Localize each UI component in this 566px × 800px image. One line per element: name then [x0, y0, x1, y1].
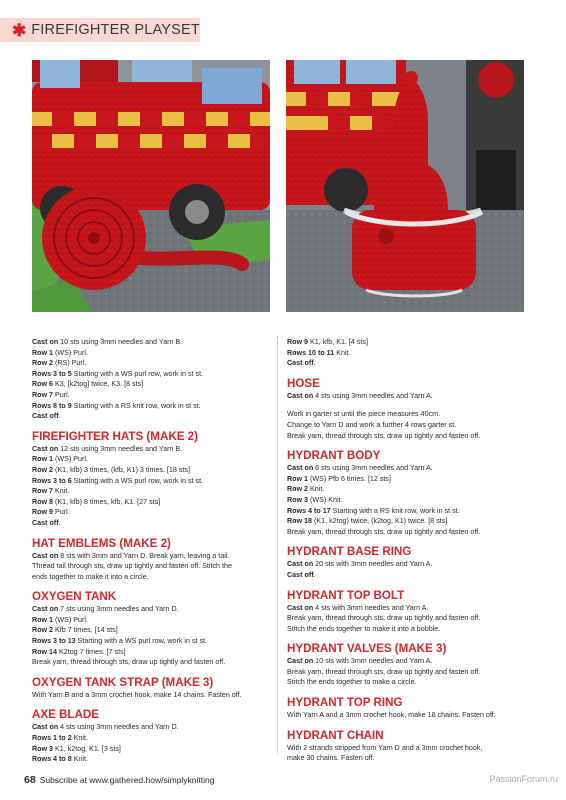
page-number: 68 [24, 774, 36, 786]
right-column [287, 337, 519, 764]
watermark: PassionForum.ru [489, 774, 558, 784]
section-heading-chain: HYDRANT CHAIN [287, 728, 384, 742]
valves-block: Cast on 10 sts with 3mm needles and Yarn A. Break yarn, thread through sts, draw up tightly and fasten off. Stitch the ends together to make a circle. [287, 657, 481, 687]
section-heading-valves: HYDRANT VALVES (MAKE 3) [287, 642, 447, 656]
page-header [0, 18, 200, 42]
hose-block: Cast on 4 sts using 3mm needles and Yarn A. Work in garter st until the piece measures 40cm. Change to Yarn D and work a further 4 rows garter st. Break yarn, thread through sts, draw up tightly and fasten off. [287, 391, 481, 440]
axe-blade-block: Cast on 4 sts using 3mm needles and Yarn D. Rows 1 to 2 Knit. Row 3 K1, k2tog, K1. [3 sts] Rows 4 to 8 Knit. [32, 723, 179, 764]
fire-hydrant-photo [286, 60, 524, 312]
oxygen-tank-block: Cast on 7 sts using 3mm needles and Yarn D. Row 1 (WS) Purl. Row 2 Kfb 7 times. [14 sts] Rows 3 to 13 Starting with a WS purl row, work in st st. Row 14 K2tog 7 times. [7 sts] Break yarn, thread through sts, draw up tightly and fasten off. [32, 605, 226, 667]
base-ring-block: Cast on 20 sts with 3mm needles and Yarn A. Cast off. [287, 560, 433, 579]
section-heading-top-bolt: HYDRANT TOP BOLT [287, 588, 405, 602]
section-heading-hydrant-body: HYDRANT BODY [287, 449, 381, 463]
emblems-block: Cast on 8 sts with 3mm and Yarn D. Break yarn, leaving a tail. Thread tail through sts, draw up tightly and fasten off. Stitch the ends together to make it into a circle. [32, 551, 232, 581]
section-heading-base-ring: HYDRANT BASE RING [287, 545, 412, 559]
section-heading-hose: HOSE [287, 376, 320, 390]
top-bolt-block: Cast on 4 sts with 3mm needles and Yarn A. Break yarn, thread through sts, draw up tightly and fasten off. Stitch the ends together to make it into a bobble. [287, 603, 481, 633]
column-divider [277, 336, 278, 754]
section-heading-hats: FIREFIGHTER HATS (MAKE 2) [32, 429, 198, 443]
top-ring-block: With Yarn A and a 3mm crochet hook, make 18 chains. Fasten off. [287, 711, 496, 720]
page-title: FIREFIGHTER PLAYSET [31, 22, 200, 38]
section-heading-top-ring: HYDRANT TOP RING [287, 696, 403, 710]
asterisk-icon: ✱ [12, 20, 27, 40]
page-footer [24, 774, 215, 786]
intro-block: Cast on 10 sts using 3mm needles and Yarn B. Row 1 (WS) Purl. Row 2 (RS) Purl. Rows 3 to 5 Starting with a WS purl row, work in st st. Row 6 K3, [k2tog] twice, K3. [8 sts] Row 7 Purl. Rows 8 to 9 Starting with a RS knit row, work in st st. Cast off. [32, 338, 204, 421]
chain-block: With 2 strands stripped from Yarn D and a 3mm crochet hook, make 30 chains. Fasten off. [287, 743, 483, 763]
hydrant-body-block: Cast on 6 sts using 3mm needles and Yarn A. Row 1 (WS) Pfb 6 times. [12 sts] Row 2 Knit. Row 3 (WS) Knit. Rows 4 to 17 Starting with a RS knit row, work in st st. Row 18 (K1, k2tog) twice, (k2tog, K1) twice. [8 sts] Break yarn, thread through sts, draw up tightly and fasten off. [287, 464, 481, 536]
strap-block: With Yarn B and a 3mm crochet hook, make 14 chains. Fasten off. [32, 690, 242, 699]
fire-truck-hose-photo [32, 60, 270, 312]
section-heading-emblems: HAT EMBLEMS (MAKE 2) [32, 536, 171, 550]
subscribe-link[interactable]: Subscribe at www.gathered.how/simplyknitting [39, 775, 215, 785]
hats-block: Cast on 12 sts using 3mm needles and Yarn B. Row 1 (WS) Purl. Row 2 (K1, kfb) 3 times, (kfb, K1) 3 times. [18 sts] Rows 3 to 6 Starting with a WS purl row, work in st st. Row 7 Knit. Row 8 (K1, kfb) 8 times, kfb, K1. [27 sts] Row 9 Purl. Cast off. [32, 444, 204, 527]
section-heading-oxygen-tank: OXYGEN TANK [32, 590, 117, 604]
section-heading-axe-blade: AXE BLADE [32, 708, 99, 722]
section-heading-strap: OXYGEN TANK STRAP (MAKE 3) [32, 675, 214, 689]
left-column [32, 337, 264, 765]
axe-blade-continued-block: Row 9 K1, kfb, K1. [4 sts] Rows 10 to 11 Knit. Cast off. [287, 338, 368, 368]
